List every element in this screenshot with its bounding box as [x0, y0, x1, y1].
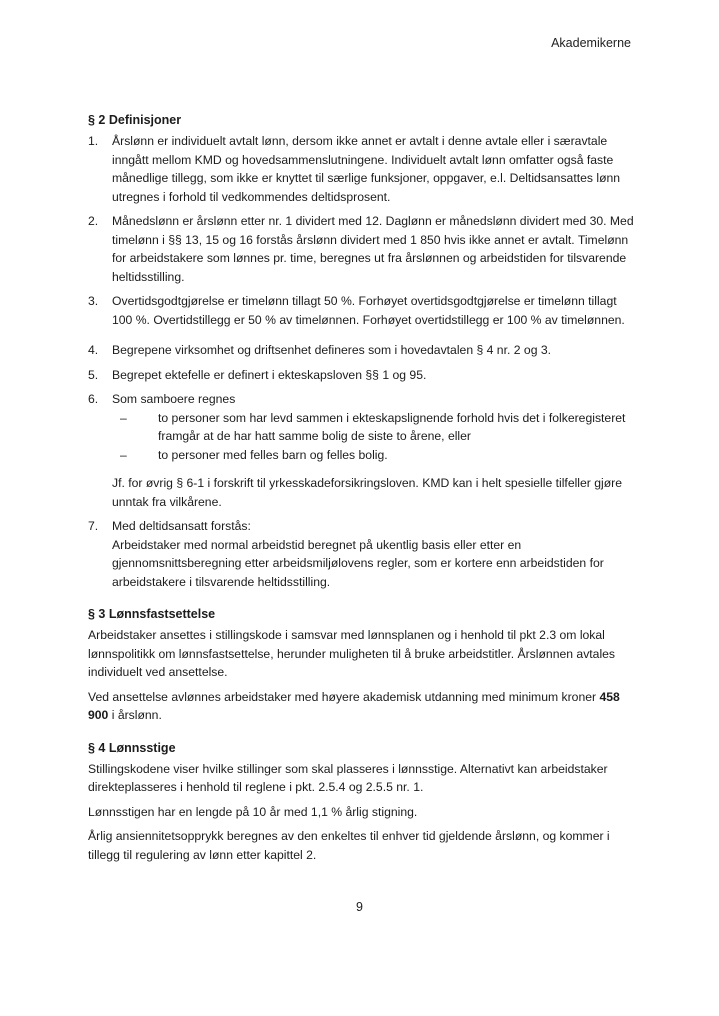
- definitions-list: [88, 132, 636, 591]
- section-heading-lonnsstige: § 4 Lønnsstige: [88, 740, 176, 755]
- paragraph: Arbeidstaker ansettes i stillingskode i samsvar med lønnsplanen og i henhold til pkt 2.3 om lokal lønnspolitikk om lønnsfastsettelse, herunder muligheten til å bruke arbeidstitler. Årslønnen avtales individuelt ved ansettelse.: [88, 628, 616, 679]
- text-span: Ved ansettelse avlønnes arbeidstaker med høyere akademisk utdanning med minimum kroner: [88, 689, 600, 704]
- item-text: Begrepet ektefelle er definert i ekteskapsloven §§ 1 og 95.: [112, 367, 427, 382]
- section-lonnsstige: [88, 739, 636, 865]
- section-lonnsfastsettelse: [88, 605, 636, 725]
- item-note: Jf. for øvrig § 6-1 i forskrift til yrkesskadeforsikringsloven. KMD kan i helt spesielle tilfeller gjøre unntak fra vilkårene.: [112, 476, 623, 509]
- item-number: 4.: [88, 343, 99, 357]
- minimum-salary-paragraph: [88, 688, 636, 725]
- paragraph: Lønnsstigen har en lengde på 10 år med 1,1 % årlig stigning.: [88, 804, 418, 819]
- section-heading-lonnsfastsettelse: § 3 Lønnsfastsettelse: [88, 607, 216, 621]
- item-text-continued: Arbeidstaker med normal arbeidstid beregnet på ukentlig basis eller etter en gjennomsnittsberegning etter arbeidsmiljølovens regler, som er kortere enn arbeidstiden for arbeidstakere i tilsvarende heltidsstilling.: [112, 537, 604, 589]
- item-text: Med deltidsansatt forstås:: [112, 519, 251, 533]
- dash-item: [112, 446, 636, 465]
- item-number: 5.: [88, 367, 99, 382]
- samboer-criteria-list: [112, 409, 636, 465]
- dash-mark: –: [120, 447, 127, 462]
- definition-item-5: [88, 366, 636, 385]
- item-number: 1.: [88, 134, 99, 148]
- document-body: [88, 111, 636, 870]
- dash-item: [112, 409, 636, 446]
- definition-item-2: [88, 212, 636, 286]
- section-heading-definisjoner: § 2 Definisjoner: [88, 113, 182, 127]
- text-span: i årslønn.: [108, 708, 162, 722]
- page-number: 9: [356, 900, 363, 914]
- paragraph: Stillingskodene viser hvilke stillinger som skal plasseres i lønnsstige. Alternativt kan arbeidstaker direkteplasseres i henhold til reglene i pkt. 2.5.4 og 2.5.5 nr. 1.: [88, 761, 608, 794]
- item-number: 7.: [88, 519, 99, 533]
- item-text: Årslønn er individuelt avtalt lønn, dersom ikke annet er avtalt i denne avtale eller i særavtale inngått mellom KMD og hovedsammenslutningene. Individuelt avtalt lønn omfatter også faste månedlige tillegg, som ikke er knyttet til særlige funksjoner, oppgaver, e.l. Deltidsansattes lønn utregnes i forhold til vedkommendes deltidsprosent.: [112, 134, 621, 204]
- dash-mark: –: [120, 410, 127, 425]
- definition-item-1: [88, 132, 636, 206]
- item-number: 2.: [88, 214, 99, 228]
- item-number: 6.: [88, 392, 99, 406]
- page-header-org: Akademikerne: [551, 36, 631, 50]
- paragraph: Årlig ansiennitetsopprykk beregnes av den enkeltes til enhver tid gjeldende årslønn, og kommer i tillegg til regulering av lønn etter kapittel 2.: [88, 829, 610, 862]
- item-text: Som samboere regnes: [112, 392, 236, 406]
- item-text: Overtidsgodtgjørelse er timelønn tillagt 50 %. Forhøyet overtidsgodtgjørelse er timelønn tillagt 100 %. Overtidstillegg er 50 % av timelønnen. Forhøyet overtidstillegg er 100 % av timelønnen.: [112, 294, 625, 327]
- definition-item-7: [88, 517, 636, 591]
- item-number: 3.: [88, 294, 99, 308]
- minimum-salary-amount: 458 900: [88, 689, 620, 722]
- dash-text: to personer med felles barn og felles bolig.: [158, 447, 388, 462]
- item-text: Begrepene virksomhet og driftsenhet defineres som i hovedavtalen § 4 nr. 2 og 3.: [112, 343, 552, 357]
- definition-item-6: [88, 390, 636, 511]
- definition-item-3: [88, 292, 636, 329]
- section-definisjoner: [88, 111, 636, 591]
- item-text: Månedslønn er årslønn etter nr. 1 dividert med 12. Daglønn er månedslønn dividert med 30. Med timelønn i §§ 13, 15 og 16 forstås årslønn dividert med 1 850 hvis ikke annet er avtalt. Timelønn for arbeidstakere som lønnes pr. time, beregnes ut fra årslønnen og arbeidstiden for tilsvarende heltidsstilling.: [112, 214, 634, 284]
- dash-text: to personer som har levd sammen i ekteskapslignende forhold hvis det i folkeregisteret framgår at de har hatt samme bolig de siste to årene, eller: [158, 410, 626, 443]
- definition-item-4: [88, 341, 636, 360]
